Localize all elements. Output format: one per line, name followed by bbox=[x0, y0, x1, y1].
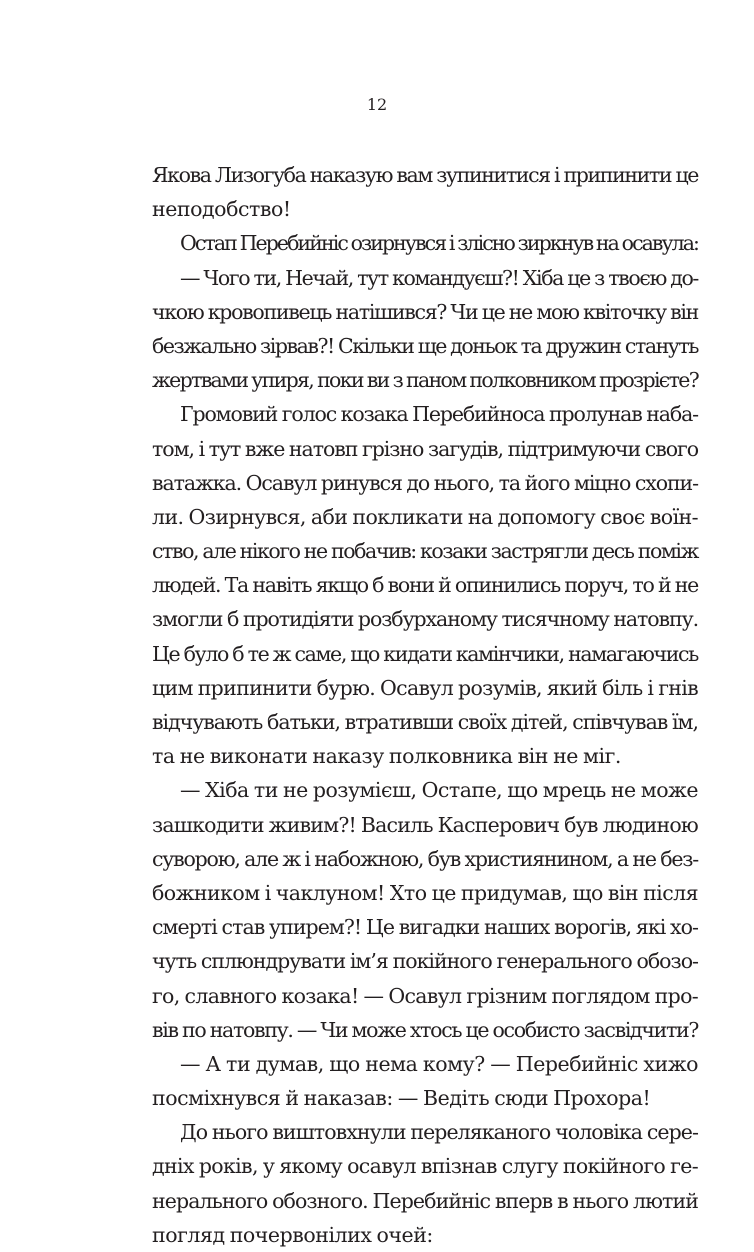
text-line: зашкодити живим?! Василь Касперович був людиною bbox=[152, 812, 698, 837]
text-line: суворою, але ж і набожною, був християнином, а не без- bbox=[152, 846, 698, 871]
text-line: чкою кровопивець натішився? Чи це не мою квіточку він bbox=[152, 299, 698, 324]
text-line: Остап Перебийніс озирнувся і злісно зиркнув на осавула: bbox=[180, 231, 698, 256]
text-line: ли. Озирнувся, аби покликати на допомогу своє воїн- bbox=[152, 504, 698, 529]
text-line: — Чого ти, Нечай, тут командуєш?! Хіба це з твоєю до- bbox=[180, 265, 698, 290]
text-line: — А ти думав, що нема кому? — Перебийніс хижо bbox=[180, 1051, 698, 1076]
text-line: До нього виштовхнули переляканого чоловіка сере- bbox=[180, 1120, 698, 1145]
text-line: нерального обозного. Перебийніс вперв в нього лютий bbox=[152, 1188, 698, 1213]
text-line: ватажка. Осавул ринувся до нього, та його міцно схопи- bbox=[152, 470, 698, 495]
text-line: посміхнувся й наказав: — Ведіть сюди Прохора! bbox=[152, 1086, 651, 1111]
text-line: вів по натовпу. — Чи може хтось це особисто засвідчити? bbox=[152, 1017, 698, 1042]
text-line: ство, але нікого не побачив: козаки застрягли десь поміж bbox=[152, 539, 698, 564]
text-line: том, і тут вже натовп грізно загудів, підтримуючи свого bbox=[152, 436, 698, 461]
text-line: — Хіба ти не розумієш, Остапе, що мрець не може bbox=[180, 778, 698, 803]
text-line: безжально зірвав?! Скільки ще доньок та дружин стануть bbox=[152, 333, 698, 358]
text-line: відчувають батьки, втративши своїх дітей, співчував їм, bbox=[152, 710, 698, 734]
text-line: Це було б те ж саме, що кидати камінчики, намагаючись bbox=[152, 641, 698, 666]
text-line: жертвами упиря, поки ви з паном полковником прозрієте? bbox=[152, 368, 698, 393]
text-line: дніх років, у якому осавул впізнав слугу покійного ге- bbox=[152, 1154, 698, 1179]
text-line: та не виконати наказу полковника він не міг. bbox=[152, 744, 621, 769]
text-line: Якова Лизогуба наказую вам зупинитися і припинити це bbox=[152, 163, 698, 187]
text-line: цим припинити бурю. Осавул розумів, який біль і гнів bbox=[152, 675, 698, 700]
body-text bbox=[152, 158, 698, 1252]
text-line: неподобство! bbox=[152, 197, 291, 222]
text-line: чуть сплюндрувати ім’я покійного генерального обозо- bbox=[152, 949, 698, 974]
text-line: Громовий голос козака Перебийноса пролунав наба- bbox=[180, 402, 698, 427]
text-line: смерті став упирем?! Це вигадки наших ворогів, які хо- bbox=[152, 915, 698, 940]
text-line: людей. Та навіть якщо б вони й опинились поруч, то й не bbox=[152, 573, 698, 598]
text-line: божником і чаклуном! Хто це придумав, що він після bbox=[152, 880, 698, 905]
text-line: погляд почервонілих очей: bbox=[152, 1222, 433, 1247]
text-line: го, славного козака! — Осавул грізним поглядом про- bbox=[152, 983, 698, 1008]
text-line: змогли б протидіяти розбурханому тисячному натовпу. bbox=[152, 607, 698, 632]
page-number: 12 bbox=[366, 95, 388, 114]
